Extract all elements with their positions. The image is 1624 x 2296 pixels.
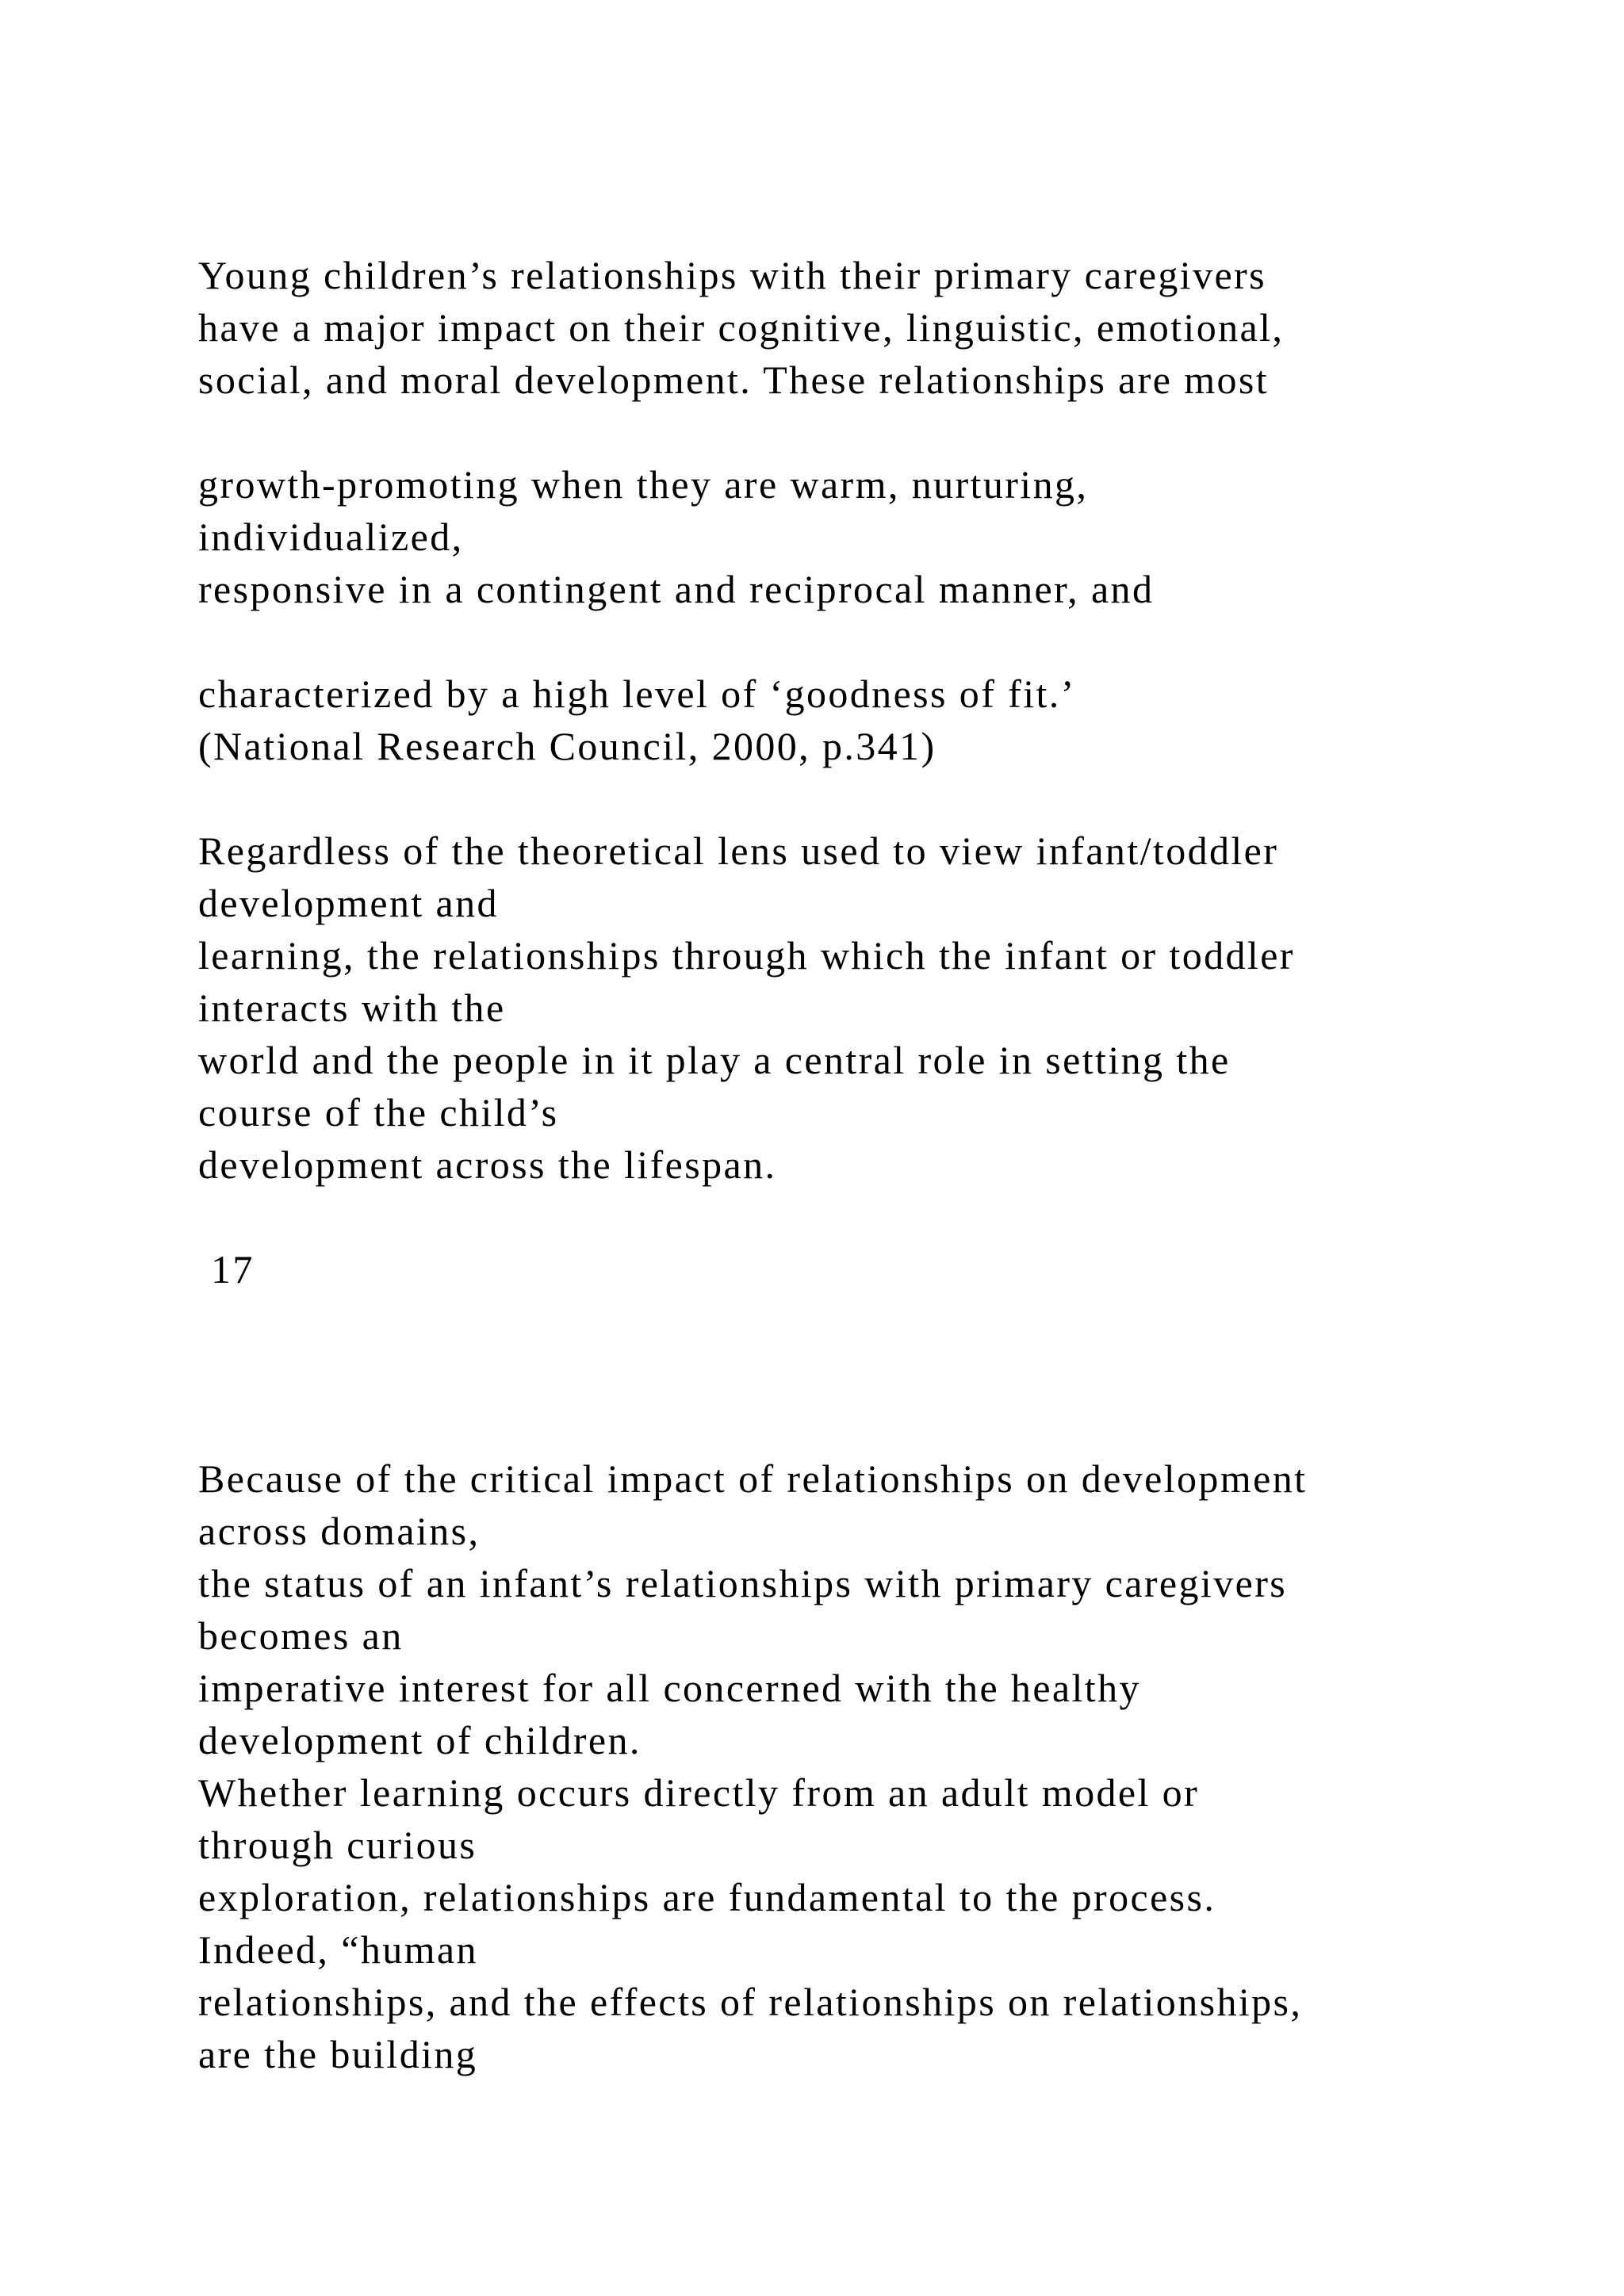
text-line: (National Research Council, 2000, p.341) [198,724,936,768]
text-line: through curious [198,1823,477,1867]
text-line: responsive in a contingent and reciprocal manner, and [198,567,1155,611]
text-line: Whether learning occurs directly from an adult model or [198,1770,1200,1815]
text-line: relationships, and the effects of relationships on relationships, [198,1980,1303,2024]
text-line: interacts with the [198,985,506,1030]
text-line: characterized by a high level of ‘goodness of fit.’ [198,672,1076,716]
text-line: Young children’s relationships with their primary caregivers [198,253,1267,297]
text-line: are the building [198,2032,478,2076]
text-line: growth-promoting when they are warm, nurturing, [198,462,1089,507]
text-line: becomes an [198,1613,404,1658]
text-line: exploration, relationships are fundamental to the process. [198,1875,1216,1919]
text-line: across domains, [198,1509,481,1553]
text-line: development and [198,881,499,925]
text-line: Because of the critical impact of relationships on development [198,1456,1308,1501]
text-line: the status of an infant’s relationships with primary caregivers [198,1561,1288,1605]
text-line: imperative interest for all concerned with the healthy [198,1666,1141,1710]
text-line: have a major impact on their cognitive, linguistic, emotional, [198,305,1285,350]
text-line: Regardless of the theoretical lens used to view infant/toddler [198,828,1279,873]
text-line: course of the child’s [198,1090,559,1135]
text-line: Indeed, “human [198,1927,478,1972]
page-number: 17 [211,1247,255,1292]
text-line: social, and moral development. These relationships are most [198,358,1270,402]
text-line: development of children. [198,1718,642,1762]
text-line: world and the people in it play a central role in setting the [198,1038,1231,1082]
text-line: individualized, [198,515,464,559]
text-line: development across the lifespan. [198,1142,777,1187]
text-line: learning, the relationships through which the infant or toddler [198,933,1295,978]
